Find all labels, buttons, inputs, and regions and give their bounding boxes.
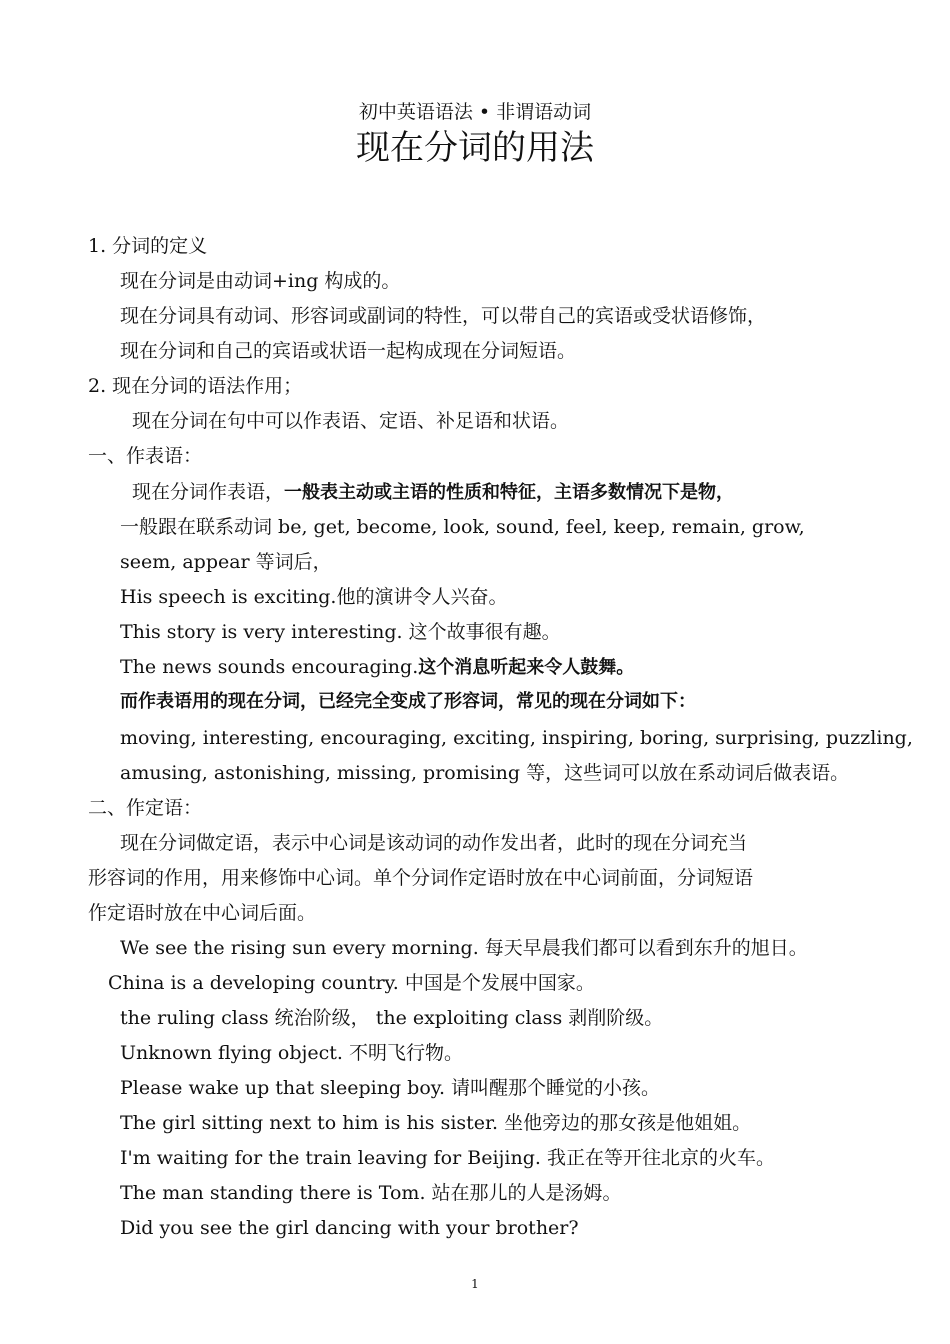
section-heading-attributive: 二、作定语： <box>88 797 203 819</box>
emphasis-note: 而作表语用的现在分词，已经完全变成了形容词，常见的现在分词如下： <box>120 691 696 712</box>
example-sentence: Did you see the girl dancing with your brother? <box>120 1217 579 1239</box>
example-sentence <box>120 655 634 680</box>
word-list-line: amusing, astonishing, missing, promising 等，这些词可以放在系动词后做表语。 <box>120 762 850 784</box>
section-heading-predicative: 一、作表语： <box>88 445 203 467</box>
document-subtitle: 初中英语语法 • 非谓语动词 <box>358 101 592 123</box>
paragraph-line <box>132 480 734 505</box>
paragraph-line: 现在分词做定语，表示中心词是该动词的动作发出者，此时的现在分词充当 <box>120 832 748 854</box>
example-sentence: I'm waiting for the train leaving for Beijing. 我正在等开往北京的火车。 <box>120 1147 775 1169</box>
paragraph-line: 现在分词是由动词+ing 构成的。 <box>120 270 401 292</box>
example-sentence: His speech is exciting.他的演讲令人兴奋。 <box>120 586 508 608</box>
example-sentence: The girl sitting next to him is his sister. 坐他旁边的那女孩是他姐姐。 <box>120 1112 752 1134</box>
word-list-line: moving, interesting, encouraging, exciting, inspiring, boring, surprising, puzzling, <box>120 727 913 749</box>
paragraph-line: 现在分词具有动词、形容词或副词的特性，可以带自己的宾语或受状语修饰， <box>120 305 767 327</box>
paragraph-line: 一般跟在联系动词 be, get, become, look, sound, feel, keep, remain, grow, <box>120 516 805 538</box>
document-title: 现在分词的用法 <box>356 128 594 168</box>
paragraph-line: 现在分词在句中可以作表语、定语、补足语和状语。 <box>132 410 570 432</box>
example-sentence: The man standing there is Tom. 站在那儿的人是汤姆。 <box>120 1182 622 1204</box>
paragraph-line: 现在分词和自己的宾语或状语一起构成现在分词短语。 <box>120 340 577 362</box>
section-heading-grammar-role: 2. 现在分词的语法作用； <box>88 375 303 397</box>
example-sentence: China is a developing country. 中国是个发展中国家。 <box>108 972 595 994</box>
example-chinese: 这个消息听起来令人鼓舞。 <box>418 657 635 678</box>
example-sentence: We see the rising sun every morning. 每天早晨我们都可以看到东升的旭日。 <box>120 937 808 959</box>
example-sentence: Unknown flying object. 不明飞行物。 <box>120 1042 463 1064</box>
emphasis-text: 一般表主动或主语的性质和特征，主语多数情况下是物， <box>284 482 735 503</box>
page-number: 1 <box>471 1277 479 1291</box>
example-english: The news sounds encouraging. <box>120 656 419 678</box>
paragraph-line: 形容词的作用，用来修饰中心词。单个分词作定语时放在中心词前面，分词短语 <box>88 867 754 889</box>
example-sentence: the ruling class 统治阶级， the exploiting class 剥削阶级。 <box>120 1007 664 1029</box>
line-text: 现在分词作表语， <box>132 481 285 503</box>
section-heading-definition: 1. 分词的定义 <box>88 235 208 257</box>
example-sentence: Please wake up that sleeping boy. 请叫醒那个睡觉的小孩。 <box>120 1077 661 1099</box>
paragraph-line: 作定语时放在中心词后面。 <box>88 902 317 924</box>
paragraph-line: seem, appear 等词后， <box>120 551 332 573</box>
example-sentence: This story is very interesting. 这个故事很有趣。 <box>120 621 561 643</box>
